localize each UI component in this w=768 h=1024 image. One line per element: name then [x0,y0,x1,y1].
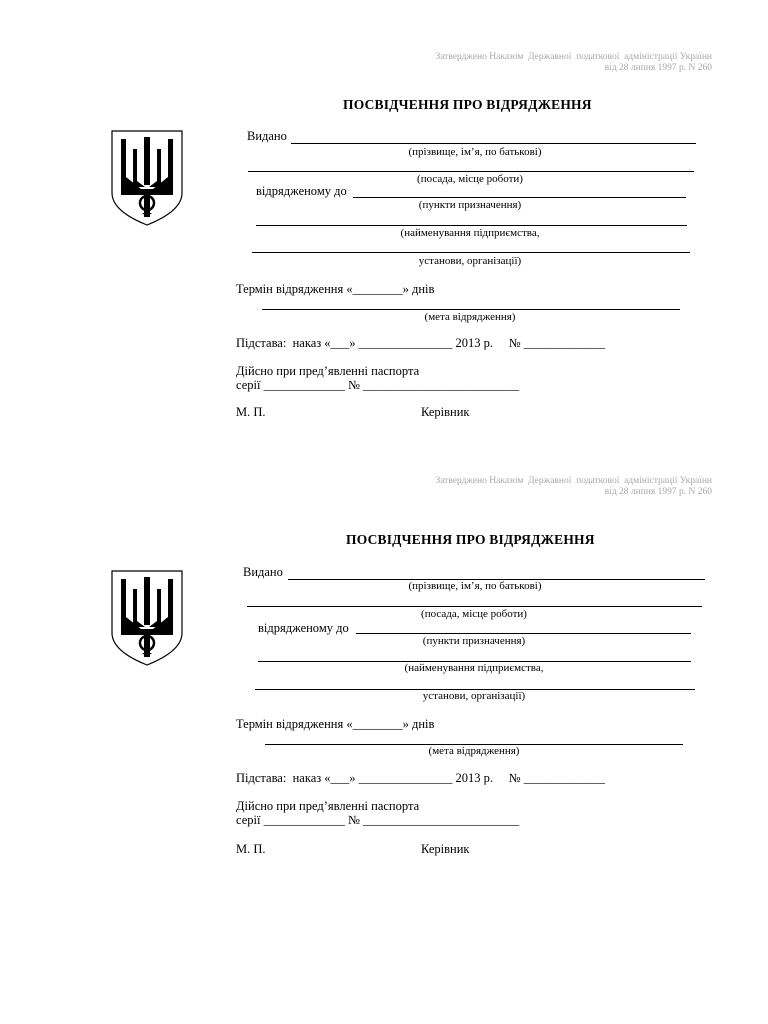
caption-institution: установи, організації) [418,255,522,267]
stamp-label: М. П. [236,842,266,856]
head-signature-label: Керівник [421,842,470,856]
purpose-field[interactable] [262,309,680,310]
position-field[interactable] [247,606,702,607]
sent-to-label: відрядженому до [256,184,347,198]
caption-enterprise: (найменування підприємства, [400,227,540,239]
passport-text: Дійсно при пред’явленні паспорта [236,364,420,378]
caption-institution: установи, організації) [422,690,526,702]
caption-position: (посада, місце роботи) [421,608,527,620]
head-signature-label: Керівник [421,405,470,419]
term-text: Термін відрядження «________» днів [236,717,435,731]
caption-name: (прізвище, ім’я, по батькові) [408,146,542,158]
basis-line: Підстава: наказ «___» _______________ 2013 р. № _____________ [236,336,605,350]
basis-line: Підстава: наказ «___» _______________ 2013 р. № _____________ [236,771,605,785]
issued-label: Видано [247,129,287,143]
passport-series-line: серії _____________ № _________________________ [236,813,520,827]
destination-field[interactable] [356,633,691,634]
caption-destination: (пункти призначення) [418,199,522,211]
caption-position: (посада, місце роботи) [417,173,523,185]
travel-certificate-form-2 [0,434,768,870]
position-field[interactable] [248,171,694,172]
issued-label: Видано [243,565,283,579]
caption-destination: (пункти призначення) [422,635,526,647]
approval-line-2: від 28 липня 1997 р. N 260 [604,487,712,497]
caption-purpose: (мета відрядження) [424,311,516,323]
travel-certificate-form-1 [0,0,768,436]
passport-text: Дійсно при пред’явленні паспорта [236,799,420,813]
approval-line-2: від 28 липня 1997 р. N 260 [604,63,712,73]
institution-field[interactable] [252,252,690,253]
form-title: ПОСВІДЧЕННЯ ПРО ВІДРЯДЖЕННЯ [343,97,592,112]
name-field[interactable] [291,143,696,144]
sent-to-label: відрядженому до [258,621,349,635]
coat-of-arms-icon [109,567,185,667]
enterprise-field[interactable] [256,225,687,226]
approval-line-1: Затверджено Наказом Державної податкової адміністрації України [435,476,712,486]
approval-line-1: Затверджено Наказом Державної податкової адміністрації України [435,52,712,62]
passport-series-line: серії _____________ № _________________________ [236,378,520,392]
caption-purpose: (мета відрядження) [428,745,520,757]
coat-of-arms-icon [109,127,185,227]
term-text: Термін відрядження «________» днів [236,282,435,296]
caption-enterprise: (найменування підприємства, [404,662,544,674]
stamp-label: М. П. [236,405,266,419]
form-title: ПОСВІДЧЕННЯ ПРО ВІДРЯДЖЕННЯ [346,532,595,547]
caption-name: (прізвище, ім’я, по батькові) [408,580,542,592]
destination-field[interactable] [353,197,686,198]
